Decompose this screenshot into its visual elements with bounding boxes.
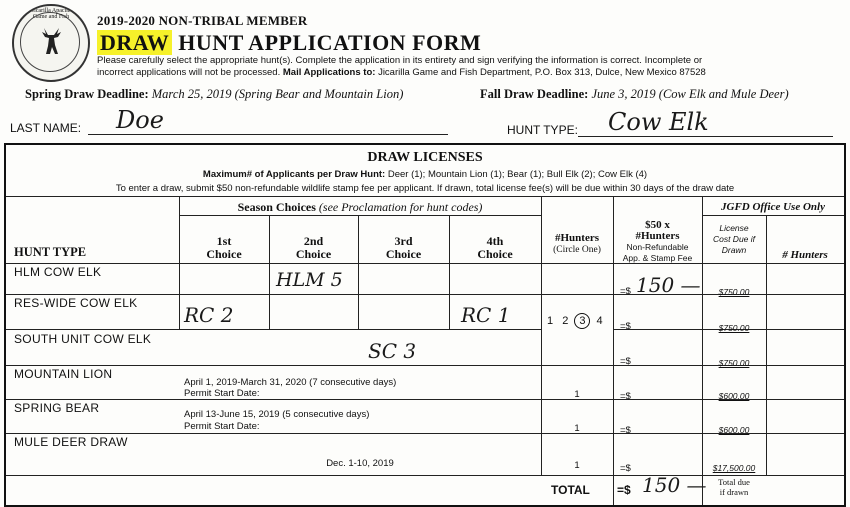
res-wide-fee-prefix: =$ [620,321,631,332]
enter-note: To enter a draw, submit $50 non-refundable wildlife stamp fee per applicant. If drawn, total license fee(s) will be due within 30 days of the draw date [115,183,735,194]
south-unit-license-cost: $750.00 [718,358,750,368]
col-2nd-choice: 2nd Choice [295,234,332,261]
mule-deer-hunters: 1 [574,460,580,471]
table-title: DRAW LICENSES [367,150,483,165]
col-hunters: #Hunters (Circle One) [553,232,601,255]
col-fee: $50 x #Hunters Non-Refundable App. & Stamp Fee [622,219,693,263]
total-due-label: Total due if drawn [718,477,750,497]
res-wide-4th-choice-value[interactable]: RC 1 [461,303,511,327]
instructions-line-2: incorrect applications will not be processed. Mail Applications to: Jicarilla Game and Fish Department, P.O. Box 313, Dulce, New Mexico 87528 [97,67,706,78]
hunt-type-label: HUNT TYPE: [507,123,578,137]
hunt-type-value: Cow Elk [608,108,709,136]
spring-bear-hunters: 1 [574,423,580,434]
form-subtitle: 2019-2020 NON-TRIBAL MEMBER [97,13,308,28]
hunters-option-3-circled[interactable]: 3 [574,313,590,329]
mule-deer-fee-prefix: =$ [620,463,631,474]
cow-elk-hunters-selector[interactable] [547,313,609,329]
spring-bear-fee-prefix: =$ [620,425,631,436]
agency-seal [12,4,90,82]
mountain-lion-start-label: Permit Start Date: [184,388,260,399]
mountain-lion-license-cost: $600.00 [718,391,750,401]
mountain-lion-hunters: 1 [574,389,580,400]
office-use-header: JGFD Office Use Only [721,201,825,213]
instructions-line-1: Please carefully select the appropriate hunt(s). Complete the application in its entirety and sign verifying the information is correct. Incomplete or [97,55,703,66]
last-name-value: Doe [116,106,164,134]
row-south-unit-cow-elk: SOUTH UNIT COW ELK [14,332,152,346]
last-name-field[interactable] [88,106,448,135]
draw-licenses-table [4,143,846,507]
col-hunt-type: HUNT TYPE [14,245,87,259]
hlm-fee-value[interactable]: 150 — [636,273,701,297]
total-fee-prefix: =$ [617,483,631,497]
res-wide-license-cost: $750.00 [718,323,750,333]
instructions [97,55,837,79]
form-title [97,30,481,56]
seal-text: Jicarilla Apache Game and Fish [31,8,71,20]
south-unit-fee-prefix: =$ [620,356,631,367]
mountain-lion-fee-prefix: =$ [620,391,631,402]
col-4th-choice: 4th Choice [477,234,513,261]
hunt-type-field[interactable] [578,108,833,137]
col-license-cost: License Cost Due if Drawn [712,223,756,255]
mountain-lion-dates: April 1, 2019-March 31, 2020 (7 consecutive days) [184,377,397,388]
title-highlight: DRAW [97,30,172,55]
row-spring-bear: SPRING BEAR [14,401,100,415]
spring-deadline: Spring Draw Deadline: March 25, 2019 (Spring Bear and Mountain Lion) [25,87,404,101]
max-applicants: Maximum# of Applicants per Draw Hunt: Deer (1); Mountain Lion (1); Bear (1); Bull Elk (2); Cow Elk (4) [202,169,648,180]
mail-address: Jicarilla Game and Fish Department, P.O. Box 313, Dulce, New Mexico 87528 [378,67,706,78]
res-wide-1st-choice-value[interactable]: RC 2 [184,303,234,327]
last-name-label: LAST NAME: [10,121,82,135]
hunters-option-4[interactable]: 4 [596,315,603,327]
hlm-fee-prefix: =$ [620,286,631,297]
col-1st-choice: 1st Choice [206,234,242,261]
spring-bear-start-label: Permit Start Date: [184,421,260,432]
total-label: TOTAL [551,483,590,497]
mule-deer-license-cost: $17,500.00 [712,463,756,473]
hlm-license-cost: $750.00 [718,287,750,297]
col-3rd-choice: 3rd Choice [385,234,422,261]
row-hlm-cow-elk: HLM COW ELK [14,265,102,279]
col-num-hunters: # Hunters [782,249,828,261]
fall-deadline: Fall Draw Deadline: June 3, 2019 (Cow Elk and Mule Deer) [480,87,789,101]
total-fee-value[interactable]: 150 — [642,473,707,497]
hunters-option-2[interactable]: 2 [562,315,569,327]
spring-bear-dates: April 13-June 15, 2019 (5 consecutive days) [184,409,370,420]
title-rest: HUNT APPLICATION FORM [178,30,482,55]
row-mule-deer-draw: MULE DEER DRAW [14,435,128,449]
deer-emblem-icon [36,26,66,58]
hlm-2nd-choice-value[interactable]: HLM 5 [276,269,343,291]
hunters-option-1[interactable]: 1 [547,315,554,327]
mail-label: Mail Applications to: [282,67,376,78]
season-choices-header: Season Choices (see Proclamation for hunt codes) [237,200,483,214]
mule-deer-dates: Dec. 1-10, 2019 [326,458,394,469]
row-mountain-lion: MOUNTAIN LION [14,367,113,381]
south-unit-3rd-choice-value[interactable]: SC 3 [368,339,417,363]
spring-bear-license-cost: $600.00 [718,425,750,435]
row-res-wide-cow-elk: RES-WIDE COW ELK [14,296,138,310]
